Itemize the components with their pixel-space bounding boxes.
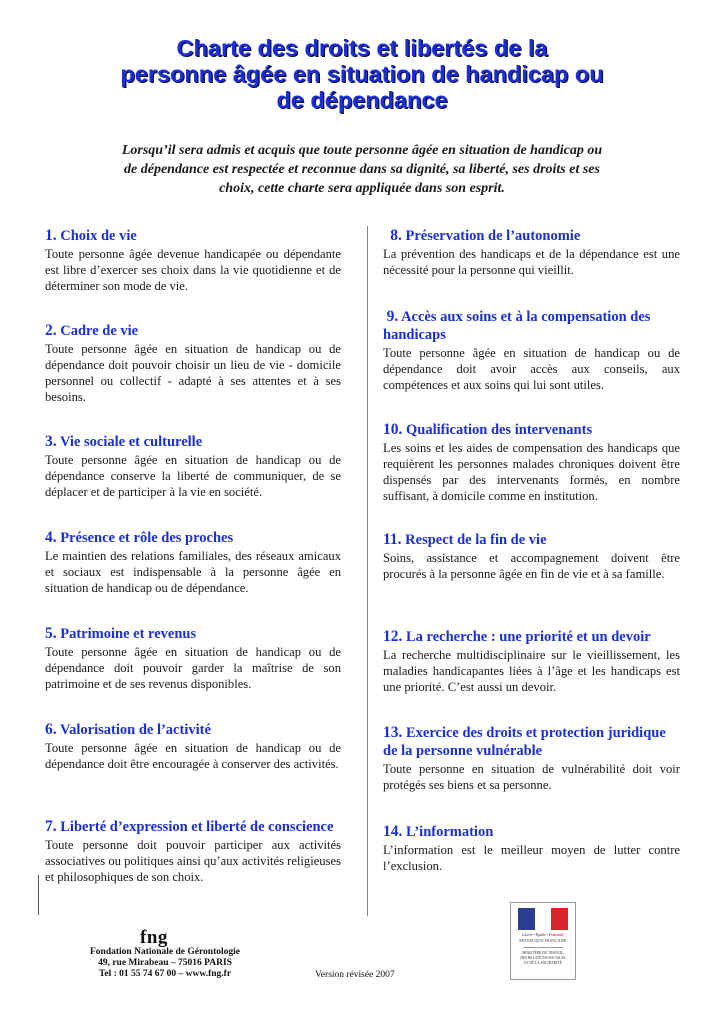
ministry-logo	[510, 902, 576, 980]
article-title: 7. Liberté d’expression et liberté de conscience	[45, 818, 334, 835]
footer-left-rule	[38, 875, 39, 915]
article-title: 5. Patrimoine et revenus	[45, 625, 197, 642]
article-body: Toute personne âgée en situation de handicap ou de dépendance doit pouvoir garder la maîtrise de son patrimoine et de ses revenus disponibles.	[45, 645, 341, 691]
article-10	[383, 421, 680, 504]
ministry-rule	[523, 947, 563, 948]
article-body: Le maintien des relations familiales, des réseaux amicaux et sociaux est indispensable à la personne âgée en situation de handicap ou de dépendance.	[45, 549, 341, 595]
intro-paragraph: Lorsqu’il sera admis et acquis que toute personne âgée en situation de handicap ou de dépendance est respectée et reconnue dans sa dignité, sa liberté, ses droits et ses choix, cette charte sera appliquée dans son esprit.	[121, 143, 603, 196]
article-8	[383, 227, 680, 278]
article-7	[45, 818, 341, 885]
flag-red	[551, 908, 568, 930]
article-9	[383, 308, 680, 393]
article-12	[383, 628, 680, 695]
article-5	[45, 625, 341, 692]
article-title: 12. La recherche : une priorité et un devoir	[383, 628, 651, 645]
flag-white	[535, 908, 552, 930]
article-title: 1. Choix de vie	[45, 227, 137, 244]
article-body: Toute personne en situation de vulnérabilité doit voir protégés ses biens et sa personne.	[383, 762, 680, 792]
article-title: 10. Qualification des intervenants	[383, 421, 593, 438]
article-3	[45, 433, 341, 500]
republic-motto: Liberté • Égalité • Fraternité	[522, 933, 564, 937]
org-address: 49, rue Mirabeau – 75016 PARIS	[98, 958, 232, 968]
article-body: Toute personne âgée devenue handicapée ou dépendante est libre d’exercer ses choix dans la vie quotidienne et de déterminer son mode de vie.	[45, 247, 341, 293]
article-11	[383, 531, 680, 582]
article-body: Toute personne doit pouvoir participer aux activités associatives ou politiques ainsi qu’aux activités religieuses et philosophiques de son choix.	[45, 838, 341, 884]
article-4	[45, 529, 341, 596]
article-13	[383, 724, 680, 793]
version-note: Version révisée 2007	[315, 970, 395, 980]
ministry-name: MINISTÈRE DU TRAVAIL, DES RELATIONS SOCIALES ET DE LA SOLIDARITÉ	[520, 951, 566, 965]
article-body: Les soins et les aides de compensation des handicaps que requièrent les personnes malades chroniques doivent être dispensés par des intervenants formés, en nombre suffisant, à domicile comme en institution.	[383, 441, 680, 503]
republic-name: RÉPUBLIQUE FRANÇAISE	[519, 939, 567, 943]
article-body: Toute personne âgée en situation de handicap ou de dépendance conserve la liberté de communiquer, de se déplacer et de participer à la vie en société.	[45, 453, 341, 499]
article-1	[45, 227, 341, 294]
article-body: Toute personne âgée en situation de handicap ou de dépendance doit avoir accès aux conseils, aux compétences et aux soins qui lui sont utiles.	[383, 346, 680, 392]
column-divider	[367, 226, 368, 916]
article-2	[45, 322, 341, 405]
article-title: 6. Valorisation de l’activité	[45, 721, 211, 738]
french-flag-icon	[518, 908, 568, 930]
article-body: La recherche multidisciplinaire sur le vieillissement, les maladies handicapantes liées à l’âge et les handicaps est une priorité. C’est aussi un devoir.	[383, 648, 680, 694]
org-contact: Tel : 01 55 74 67 00 – www.fng.fr	[98, 969, 232, 979]
article-body: L’information est le meilleur moyen de lutter contre l’exclusion.	[383, 843, 680, 873]
page-title: Charte des droits et libertés de la personne âgée en situation de handicap ou de dépendance	[120, 35, 604, 113]
article-title: 13. Exercice des droits et protection juridique de la personne vulnérable	[383, 724, 666, 759]
article-body: Soins, assistance et accompagnement doivent être procurés à la personne âgée en fin de vie et à sa famille.	[383, 551, 680, 581]
fng-logo: fng	[140, 927, 168, 948]
article-title: 9. Accès aux soins et à la compensation des handicaps	[383, 308, 651, 343]
footer-organization	[50, 947, 280, 980]
article-6	[45, 721, 341, 772]
article-body: Toute personne âgée en situation de handicap ou de dépendance doit être encouragée à conserver des activités.	[45, 741, 341, 771]
article-title: 14. L’information	[383, 823, 494, 840]
article-title: 2. Cadre de vie	[45, 322, 139, 339]
article-title: 3. Vie sociale et culturelle	[45, 433, 203, 450]
article-title: 11. Respect de la fin de vie	[383, 531, 547, 548]
org-name: Fondation Nationale de Gérontologie	[90, 947, 240, 957]
article-body: Toute personne âgée en situation de handicap ou de dépendance doit pouvoir choisir un lieu de vie - domicile personnel ou collectif - adapté à ses attentes et à ses besoins.	[45, 342, 341, 404]
article-14	[383, 823, 680, 874]
article-title: 4. Présence et rôle des proches	[45, 529, 234, 546]
flag-blue	[518, 908, 535, 930]
article-body: La prévention des handicaps et de la dépendance est une nécessité pour la personne qui vieillit.	[383, 247, 680, 277]
article-title: 8. Préservation de l’autonomie	[390, 227, 581, 244]
